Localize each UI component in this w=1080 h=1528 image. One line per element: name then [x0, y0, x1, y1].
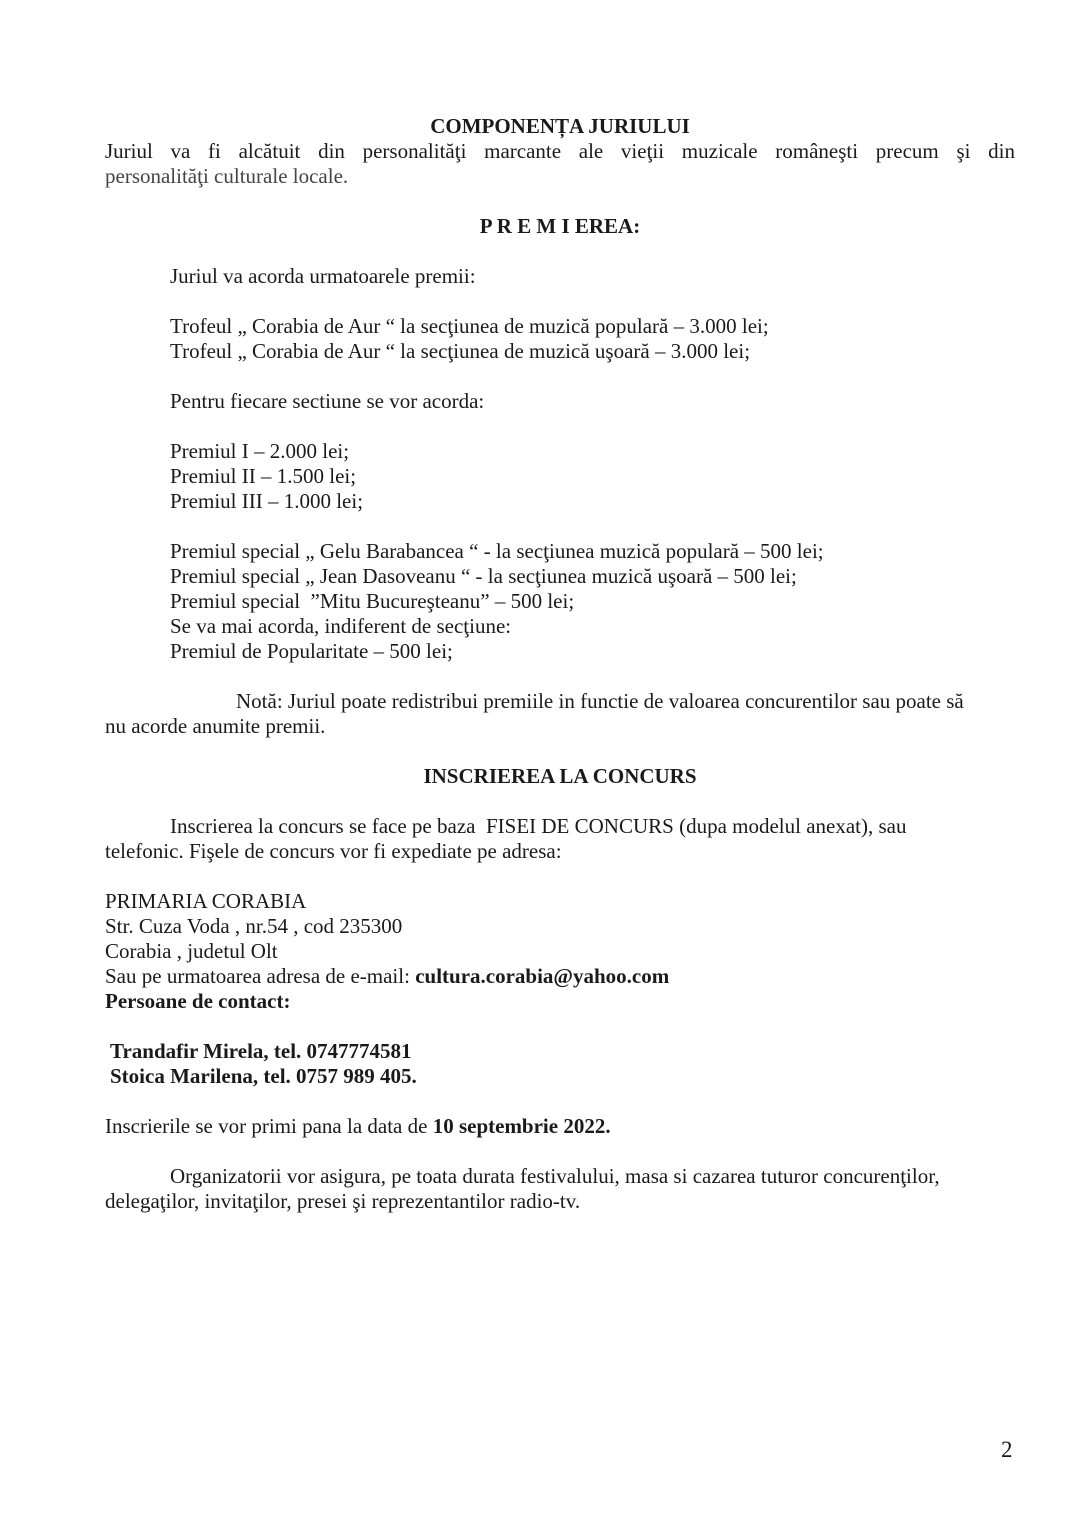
note-line2: nu acorde anumite premii.: [105, 714, 326, 738]
deadline-line: [105, 1114, 611, 1139]
organizers-line1: Organizatorii vor asigura, pe toata durata festivalului, masa si cazarea tuturor concurenţilor,: [170, 1164, 940, 1188]
address-line: PRIMARIA CORABIA: [105, 889, 307, 913]
prize-place-line: Premiul II – 1.500 lei;: [170, 464, 357, 488]
deadline-date: 10 septembrie 2022.: [432, 1114, 611, 1138]
email-prefix: Sau pe urmatoarea adresa de e-mail:: [105, 964, 416, 988]
note-line1: Notă: Juriul poate redistribui premiile in functie de valoarea concurentilor sau poate să: [236, 689, 964, 713]
jury-heading: COMPONENȚA JURIULUI: [430, 114, 690, 138]
prize-place-line: Premiul III – 1.000 lei;: [170, 489, 364, 513]
deadline-prefix: Inscrierile se vor primi pana la data de: [105, 1114, 433, 1138]
trophy-line: Trofeul „ Corabia de Aur “ la secţiunea de muzică populară – 3.000 lei;: [170, 314, 769, 338]
organizers-line2: delegaţilor, invitaţilor, presei şi reprezentantilor radio-tv.: [105, 1189, 581, 1213]
address-line: Corabia , judetul Olt: [105, 939, 278, 963]
special-prize-line: Premiul special ”Mitu Bucureşteanu” – 500 lei;: [170, 589, 575, 613]
special-prize-line: Premiul de Popularitate – 500 lei;: [170, 639, 453, 663]
special-prize-line: Premiul special „ Gelu Barabancea “ - la secţiunea muzică populară – 500 lei;: [170, 539, 824, 563]
prize-place-line: Premiul I – 2.000 lei;: [170, 439, 350, 463]
address-line: Str. Cuza Voda , nr.54 , cod 235300: [105, 914, 403, 938]
per-section-intro: Pentru fiecare sectiune se vor acorda:: [170, 389, 485, 413]
contact-person: Stoica Marilena, tel. 0757 989 405.: [110, 1064, 417, 1088]
registration-heading: INSCRIEREA LA CONCURS: [423, 764, 697, 788]
special-prize-line: Premiul special „ Jean Dasoveanu “ - la secţiunea muzică uşoară – 500 lei;: [170, 564, 797, 588]
email-link[interactable]: cultura.corabia@yahoo.com: [415, 964, 670, 988]
registration-para-line2: telefonic. Fişele de concurs vor fi expediate pe adresa:: [105, 839, 562, 863]
prizes-heading: P R E M I EREA:: [479, 214, 641, 238]
prizes-intro: Juriul va acorda urmatoarele premii:: [170, 264, 476, 288]
page-number: 2: [1001, 1437, 1013, 1462]
jury-text-line2: personalităţi culturale locale.: [105, 164, 349, 188]
trophy-line: Trofeul „ Corabia de Aur “ la secţiunea de muzică uşoară – 3.000 lei;: [170, 339, 751, 363]
contact-person: Trandafir Mirela, tel. 0747774581: [110, 1039, 412, 1063]
registration-para-line1: Inscrierea la concurs se face pe baza FISEI DE CONCURS (dupa modelul anexat), sau: [170, 814, 907, 838]
special-prize-line: Se va mai acorda, indiferent de secţiune:: [170, 614, 512, 638]
jury-text-line1: Juriul va fi alcătuit din personalităţi marcante ale vieţii muzicale româneşti precum şi din: [105, 139, 1015, 163]
email-line: [105, 964, 669, 989]
contacts-heading: Persoane de contact:: [105, 989, 291, 1013]
